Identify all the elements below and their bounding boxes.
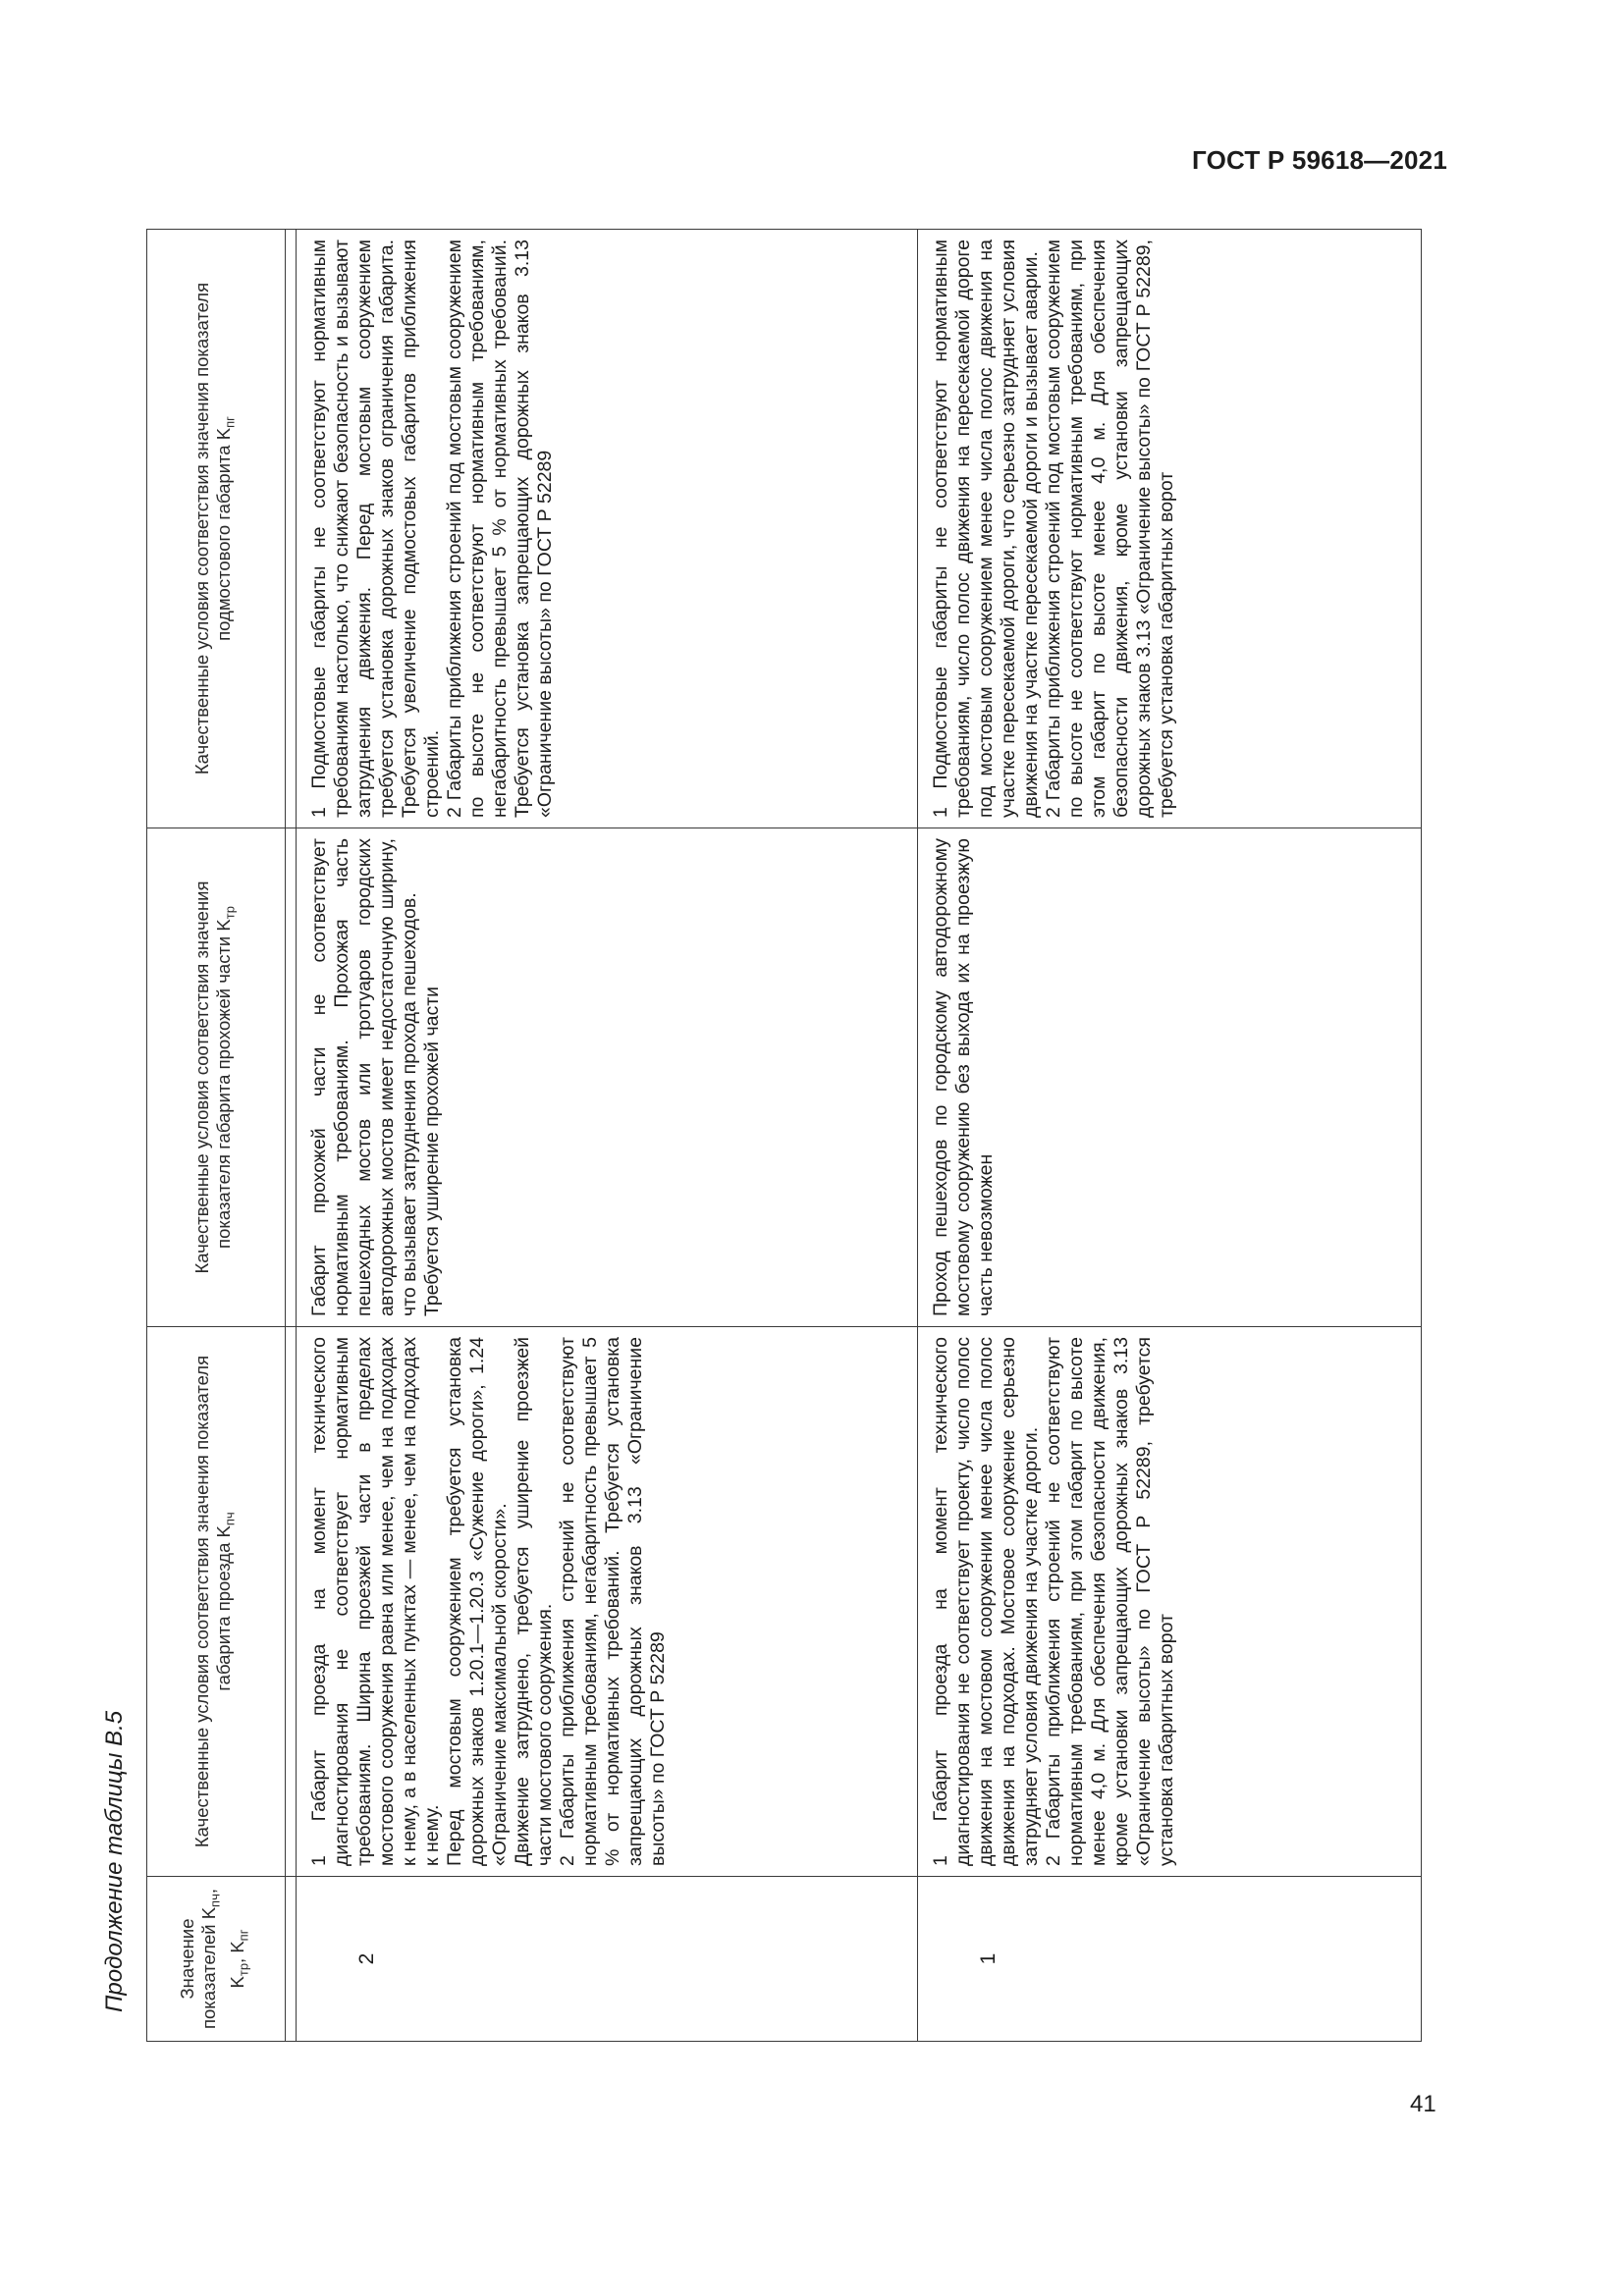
header-sub-pch: пч (208, 1894, 223, 1907)
cell-paragraph: 1 Подмостовые габариты не соответствуют нормативным требованиям настолько, что снижают безопасность и вызывают затруднения движения. Перед мостовым сооружением требуется установка дорожных знаков ограничения габарита. Требуется увеличение подмостовых габаритов приближения строений. (308, 240, 443, 818)
cell-paragraph: 2 Габариты приближения строений под мостовым сооружением по высоте не соответствуют нормативным требованиям, негабаритность превышает 5 % от нормативных требований. Требуется установка запрещающих дорожных знаков 3.13 «Ограничение высоты» по ГОСТ Р 52289 (444, 240, 556, 818)
header-spacer-row (286, 230, 297, 2042)
standard-code: ГОСТ Р 59618—2021 (1192, 145, 1447, 175)
row-value: 1 (918, 1877, 1422, 2042)
cell-paragraph: 2 Габариты приближения строений не соответствуют нормативным требованиям, при этом габарит по высоте менее 4,0 м. Для обеспечения безопасности движения, кроме установки запрещающих дорожных знаков 3.13 «Ограничение высоты» по ГОСТ Р 52289, требуется установка габаритных ворот (1043, 1337, 1177, 1866)
row-value: 2 (297, 1877, 918, 2042)
row-underbridge-cell (297, 230, 918, 828)
row-walkway-cell (297, 828, 918, 1327)
cell-paragraph: 2 Габариты приближения строений не соответствуют нормативным требованиям, негабаритность превышает 5 % от нормативных требований. Требуется установка запрещающих дорожных знаков 3.13 «Ограничение высоты» по ГОСТ Р 52289 (557, 1337, 669, 1866)
cell-paragraph: Требуется уширение прохожей части (421, 986, 443, 1316)
header-roadway-label: Качественные условия соответствия значения показателя габарита проезда K (190, 1355, 234, 1848)
row-walkway-cell (918, 828, 1422, 1327)
row-roadway-cell (918, 1327, 1422, 1877)
header-underbridge-sub: пг (222, 416, 238, 428)
header-roadway-sub: пч (222, 1512, 238, 1526)
cell-paragraph: Габарит прохожей части не соответствует нормативным требованиям. Прохожая часть пешеходных мостов или тротуаров городских автодорожных мостов имеет недостаточную ширину, что вызывает затруднения прохода пешеходов. (308, 838, 420, 1316)
header-underbridge-label: Качественные условия соответствия значения показателя подмостового габарита K (190, 282, 234, 775)
page-number: 41 (1410, 2091, 1436, 2117)
cell-paragraph: 2 Габариты приближения строений под мостовым сооружением по высоте не соответствуют нормативным требованиям, при этом габарит по высоте менее 4,0 м. Для обеспечения безопасности движения, кроме установки запрещающих дорожных знаков 3.13 «Ограничение высоты» по ГОСТ Р 52289, требуется установка габаритных ворот (1043, 240, 1177, 818)
criteria-table (146, 229, 1422, 2042)
header-value-label: Значение показателей K (177, 1906, 220, 2030)
header-sub-pg: пг (236, 1929, 251, 1942)
header-sub-tr: тр (236, 1962, 251, 1977)
cell-paragraph: Проход пешеходов по городскому автодорожному мостовому сооружению без выхода их на проезжую часть невозможен (930, 838, 997, 1316)
header-value: Значение показателей $K_{пч}$, $K_{тр}$, $K_{пг}$ (147, 1877, 286, 2042)
table-header-row (147, 230, 286, 2042)
cell-paragraph: 1 Габарит проезда на момент технического диагностирования не соответствует нормативным требованиям. Ширина проезжей части в пределах мостового сооружения равна или менее, чем на подходах к нему, а в населенных пунктах — менее, чем на подходах к нему. (308, 1337, 443, 1866)
table-row (297, 230, 918, 2042)
header-roadway (147, 1327, 286, 1877)
row-underbridge-cell (918, 230, 1422, 828)
row-roadway-cell (297, 1327, 918, 1877)
table-row (918, 230, 1422, 2042)
cell-paragraph: Движение затруднено, требуется уширение проезжей части мостового сооружения. (512, 1337, 556, 1866)
header-walkway-sub: тр (222, 906, 238, 920)
table-caption: Продолжение таблицы В.5 (101, 1710, 128, 2012)
cell-paragraph: 1 Подмостовые габариты не соответствуют нормативным требованиям, число полос движения на пересекаемой дороге под мостовым сооружением менее числа полос движения на участке пересекаемой дороги, что серьезно затрудняет условия движения на участке пересекаемой дороги и вызывает аварии. (930, 240, 1042, 818)
header-underbridge (147, 230, 286, 828)
cell-paragraph: 1 Габарит проезда на момент технического диагностирования не соответствует проекту, число полос движения на мостовом сооружении менее числа полос движения на подходах. Мостовое сооружение серьезно затрудняет условия движения на участке дороги. (930, 1337, 1042, 1866)
header-walkway (147, 828, 286, 1327)
header-walkway-label: Качественные условия соответствия значения показателя габарита прохожей части K (190, 881, 234, 1274)
cell-paragraph: Перед мостовым сооружением требуется установка дорожных знаков 1.20.1—1.20.3 «Сужение дороги», 1.24 «Ограничение максимальной скорости». (444, 1337, 511, 1866)
rotated-table-block (95, 230, 1276, 2042)
